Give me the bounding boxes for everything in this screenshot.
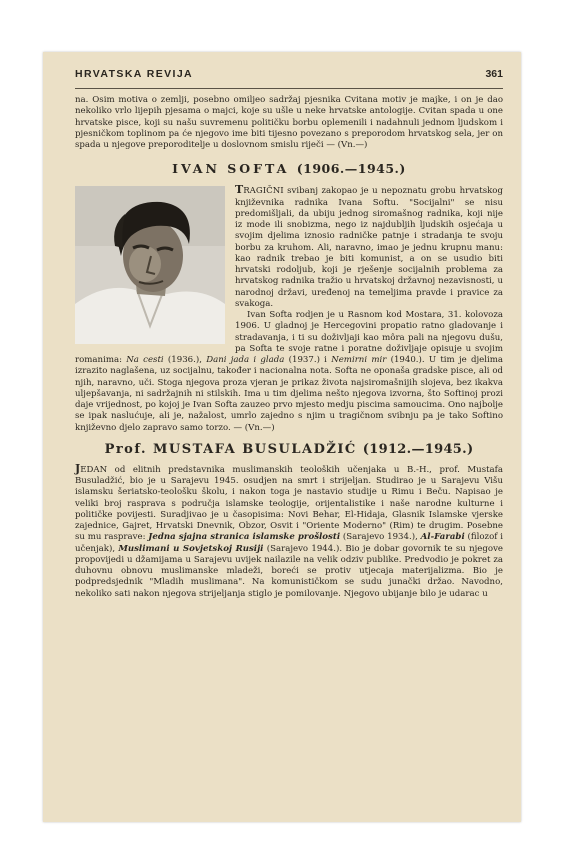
softa-paragraph-1-text: RAGIČNI svibanj zakopao je u nepoznatu grobu hrvatskog književnika radnika Ivana Softu. "Socijalni" se nisu predomišljali, da ubiju jednog siromašnog radnika, koji nije iz mode ili snobizma, nego iz najdubljih ljudskih osjećaja u svojim djelima iznosio radničke patnje i stradanja te svoju borbu za kruhom. Ali, naravno, imao je jednu krupnu manu: kao radnik trebao je biti komunist, a on se usudio biti hrvatski rodoljub, koji je rješenje socijalnih problema za hrvatskog radnika tražio u hrvatskoj državnoj nezavisnosti, u narodnoj državi, uređenoj na temeljima pravde i pravice za svakoga. [235, 186, 503, 309]
work-title-al-farabi: Al-Farabi [420, 532, 465, 543]
busuladzic-name: MUSTAFA BUSULADŽIĆ [153, 441, 357, 457]
softa-p2-c: (1937.) i [284, 355, 332, 365]
portrait-photo-icon [75, 186, 225, 344]
busuladzic-p1-c: (filozof i učenjak), [75, 532, 503, 554]
portrait-photo [75, 186, 225, 344]
busuladzic-section-title [75, 442, 503, 457]
header-rule [75, 88, 503, 89]
busuladzic-p1-d: (Sarajevo 1944.). Bio je dobar govornik te su njegove propovijedi u džamijama u Sarajevu uvijek nailazile na velik odziv publike. Predvodio je pokret za duhovnu obnovu muslimanske mladeži, boreći se protiv utjecaja materijalizma. Bio je podpredsjednik "Mladih muslimana". Na komunističkom se sudu junački držao. Navodno, nekoliko sati nakon njegova strijeljanja stiglo je pomilovanje. Njegovo ubijanje bilo je udarac u [75, 543, 504, 599]
softa-p2-a: Ivan Softa rodjen je u Rasnom kod Mostara, 31. kolovoza 1906. U gladnoj je Hercegovini propatio ratno gladovanje i stradavanja, i ti su doživljaji kao môra pali na njegovu dušu, pa Softa te svoje ratne i poratne doživljaje opisuje u svojim romanima: [75, 310, 503, 365]
book-title-nemirni-mir: Nemirni mir [331, 355, 387, 365]
busuladzic-paragraph [75, 463, 503, 600]
softa-section-title [75, 161, 503, 176]
busuladzic-dropcap: J [75, 461, 81, 475]
document-page [43, 52, 521, 822]
work-title-jedna-sjajna: Jedna sjajna stranica islamske prošlosti [148, 532, 341, 543]
page-content [75, 68, 503, 600]
running-head: HRVATSKA REVIJA [75, 68, 194, 80]
softa-p2-d: (1940.). U tim je djelima izrazito naglašena, uz socijalnu, također i nacionalna nota. Softa ne oponaša gradske pisce, ali od njih, naravno, uči. Stoga njegova proza vjeran je prikaz života najsiromašnijih slojeva, bez ikakva uljepšavanja, ni sadržajnih ni stilskih. Ima u tim djelima nešto njegova izvorna, što Softinoj prozi daje vrijednost, po kojoj je Ivan Softa zauzeo prvo mjesto medju piscima samoucima. Ono najbolje se ipak naslućuje, ali je, nažalost, umrlo zajedno s njim u tragičnom svibnju pa je tako Softino književno djelo zapravo samo torzo. — (Vn.—) [75, 355, 503, 433]
work-title-muslimani: Muslimani u Sovjetskoj Rusiji [118, 543, 264, 554]
page-header [75, 68, 503, 84]
busuladzic-dates: (1912.—1945.) [362, 441, 474, 457]
busuladzic-p1-a: EDAN od elitnih predstavnika muslimanskih teoloških učenjaka u B.-H., prof. Mustafa Busuladžić, bio je u Sarajevu 1945. osudjen na smrt i strijeljan. Studirao je u Sarajevu Višu islamsku šeriatsko-teološku školu, i nakon toga je nastavio studije u Rimu i Beču. Napisao je veliki broj rasprava s područja islamske teologije, orijentalistike i naše narodne kulturne i političke povijesti. Suradjivao je u časopisima: Novi Behar, El-Hidaja, Glasnik Islamske vjerske zajednice, Gajret, Hrvatski Dnevnik, Obzor, Osvit i "Oriente Moderno" (Rim) te drugim. Posebne su mu rasprave: [75, 464, 503, 543]
book-title-na-cesti: Na cesti [126, 355, 164, 365]
softa-dates: (1906.—1945.) [296, 161, 406, 177]
softa-name: IVAN SOFTA [172, 161, 290, 177]
busuladzic-p1-b: (Sarajevo 1934.), [340, 532, 421, 543]
page-number: 361 [485, 68, 503, 80]
softa-p2-b: (1936.), [163, 355, 207, 365]
book-title-dani-jada: Dani jada i glada [206, 355, 285, 365]
softa-dropcap: T [235, 183, 244, 197]
intro-paragraph: na. Osim motiva o zemlji, posebno omiljeo sadržaj pjesnika Cvitana motiv je majke, i on je dao nekoliko vrlo lijepih pjesama o majci, koje su ušle u neke hrvatske antologije. Cvitan spada u one hrvatske pisce, koji su našu suvremenu političku borbu oplemenili i nadahnuli jednom ljudskom i pjesničkom toplinom pa će njegovo ime biti tijesno povezano s preporodom hrvatskog sela, jer on spada u njegove preporoditelje u doslovnom smislu riječi — (Vn.—) [75, 95, 503, 150]
busuladzic-prefix: Prof. [104, 441, 148, 457]
